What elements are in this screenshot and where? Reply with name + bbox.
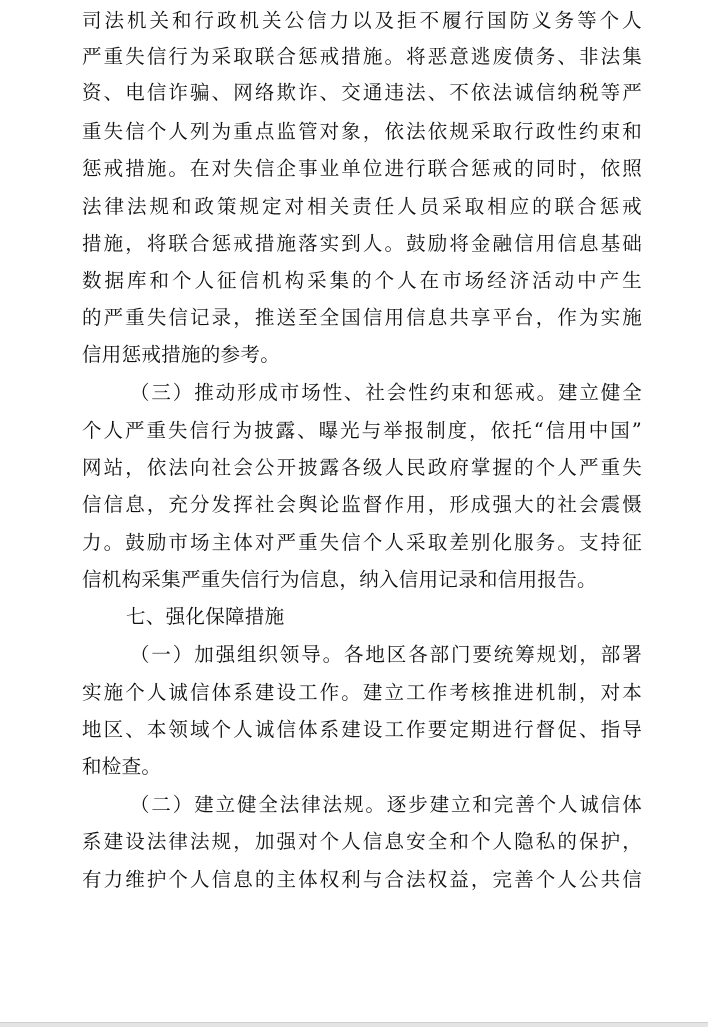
text-line: 严重失信行为采取联合惩戒措施。将恶意逃废债务、非法集	[82, 45, 642, 68]
text-line: 有力维护个人信息的主体权利与合法权益，完善个人公共信	[82, 868, 642, 891]
text-line: 地区、本领域个人诚信体系建设工作要定期进行督促、指导	[82, 718, 642, 741]
text-line: 的严重失信记录，推送至全国信用信息共享平台，作为实施	[82, 306, 642, 329]
text-line: 措施，将联合惩戒措施落实到人。鼓励将金融信用信息基础	[82, 232, 642, 255]
text-line: 数据库和个人征信机构采集的个人在市场经济活动中产生	[82, 269, 642, 292]
text-line: 信机构采集严重失信行为信息，纳入信用记录和信用报告。	[82, 568, 597, 591]
paragraph-heading-line: （三）推动形成市场性、社会性约束和惩戒。建立健全	[130, 381, 642, 404]
text-line: 信信息，充分发挥社会舆论监督作用，形成强大的社会震慑	[82, 493, 642, 516]
text-line: 法律法规和政策规定对相关责任人员采取相应的联合惩戒	[82, 195, 642, 218]
text-line: 和检查。	[82, 755, 162, 778]
text-line: 系建设法律法规，加强对个人信息安全和个人隐私的保护，	[82, 830, 642, 853]
text-line: 惩戒措施。在对失信企事业单位进行联合惩戒的同时，依照	[82, 157, 642, 180]
text-line: 重失信个人列为重点监管对象，依法依规采取行政性约束和	[82, 120, 642, 143]
page-bottom-divider	[0, 1022, 708, 1027]
text-line: 信用惩戒措施的参考。	[82, 343, 281, 366]
paragraph-heading-line: （二）建立健全法律法规。逐步建立和完善个人诚信体	[130, 793, 642, 816]
text-line: 网站，依法向社会公开披露各级人民政府掌握的个人严重失	[82, 456, 642, 479]
text-line: 个人严重失信行为披露、曝光与举报制度，依托“信用中国”	[82, 419, 642, 442]
text-line: 资、电信诈骗、网络欺诈、交通违法、不依法诚信纳税等严	[82, 81, 642, 104]
section-heading: 七、强化保障措施	[126, 605, 285, 628]
text-line: 力。鼓励市场主体对严重失信个人采取差别化服务。支持征	[82, 531, 642, 554]
text-line: 司法机关和行政机关公信力以及拒不履行国防义务等个人	[82, 9, 642, 32]
paragraph-heading-line: （一）加强组织领导。各地区各部门要统筹规划，部署	[130, 643, 642, 666]
text-line: 实施个人诚信体系建设工作。建立工作考核推进机制，对本	[82, 681, 642, 704]
